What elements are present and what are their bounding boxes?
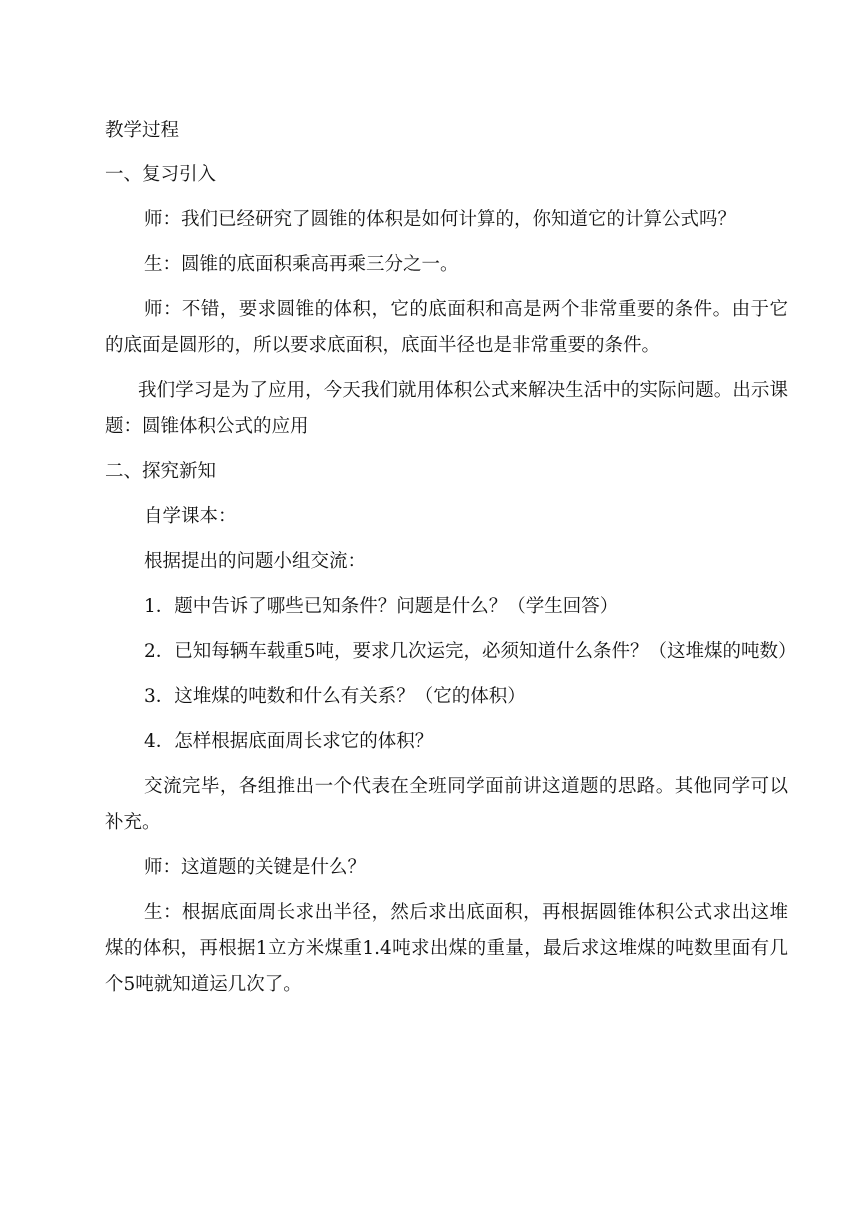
section-title-review: 一、复习引入: [105, 164, 217, 185]
paragraph-group-discussion: 根据提出的问题小组交流：: [144, 551, 367, 572]
question-item-3: 3．这堆煤的吨数和什么有关系？（它的体积）: [144, 686, 526, 707]
question-item-4: 4．怎样根据底面周长求它的体积？: [144, 731, 434, 752]
paragraph-student-solution: 生：根据底面周长求出半径，然后求出底面积，再根据圆锥体积公式求出这堆煤的体积，再根据1立方米煤重1.4吨求出煤的重量，最后求这堆煤的吨数里面有几个5吨就知道运几次了。: [105, 902, 788, 995]
question-item-2: 2．已知每辆车载重5吨，要求几次运完，必须知道什么条件？（这堆煤的吨数）: [144, 641, 797, 662]
paragraph-teacher-question: 师：我们已经研究了圆锥的体积是如何计算的，你知道它的计算公式吗？: [144, 209, 737, 230]
paragraph-topic-intro: 我们学习是为了应用，今天我们就用体积公式来解决生活中的实际问题。出示课题：圆锥体积公式的应用: [105, 380, 788, 437]
paragraph-self-study: 自学课本：: [144, 506, 237, 527]
question-item-1: 1．题中告诉了哪些已知条件？问题是什么？（学生回答）: [144, 596, 619, 617]
section-title-explore: 二、探究新知: [105, 461, 217, 482]
paragraph-presentation: 交流完毕，各组推出一个代表在全班同学面前讲这道题的思路。其他同学可以补充。: [105, 776, 788, 833]
document-heading: 教学过程: [105, 120, 180, 141]
paragraph-teacher-key-question: 师：这道题的关键是什么？: [144, 857, 367, 878]
paragraph-student-answer: 生：圆锥的底面积乘高再乘三分之一。: [144, 254, 459, 275]
paragraph-teacher-explanation: 师：不错，要求圆锥的体积，它的底面积和高是两个非常重要的条件。由于它的底面是圆形的，所以要求底面积，底面半径也是非常重要的条件。: [105, 299, 788, 356]
